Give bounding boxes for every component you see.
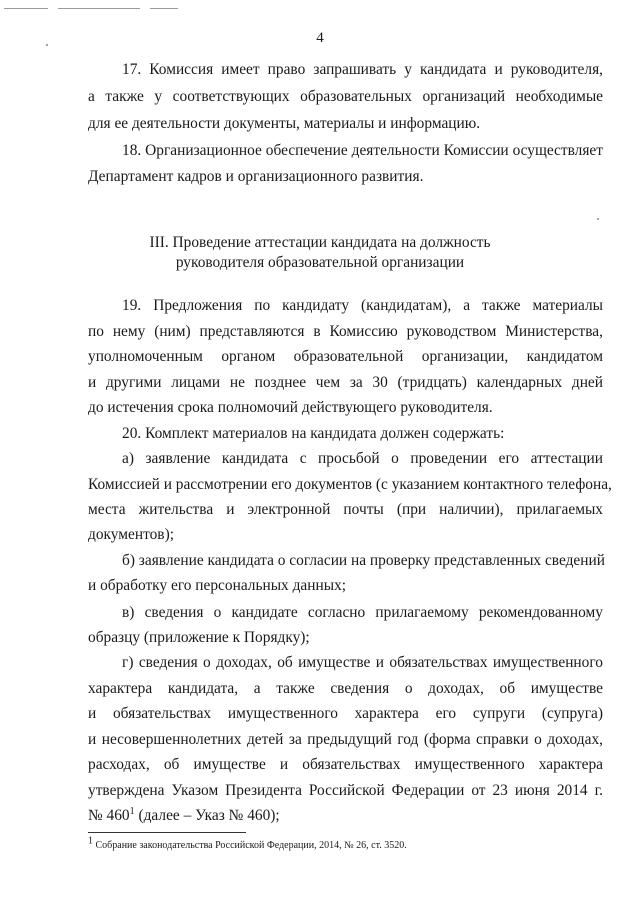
footnote-separator xyxy=(88,832,246,833)
paragraph-19-line: по нему (ним) представляются в Комиссию руководством Министерства, xyxy=(88,323,603,340)
paragraph-18-line: 18. Организационное обеспечение деятельности Комиссии осуществляет xyxy=(122,142,603,159)
item-v-line: в) сведения о кандидате согласно прилагаемому рекомендованному xyxy=(122,604,603,621)
scan-edge-line xyxy=(150,8,178,9)
item-g-line: характера кандидата, а также сведения о доходах, об имуществе xyxy=(88,680,603,697)
paragraph-17-line: для ее деятельности документы, материалы и информацию. xyxy=(88,115,481,132)
item-g-line: расходах, об имуществе и обязательствах имущественного характера xyxy=(88,756,603,773)
section-heading-line: III. Проведение аттестации кандидата на должность xyxy=(149,234,491,251)
paragraph-20-line: 20. Комплект материалов на кандидата должен содержать: xyxy=(122,425,505,442)
paragraph-19-line: до истечения срока полномочий действующего руководителя. xyxy=(88,399,493,416)
item-b-line: б) заявление кандидата о согласии на проверку представленных сведений xyxy=(122,552,605,569)
paragraph-17-line: а также у соответствующих образовательных организаций необходимые xyxy=(88,88,603,105)
footnote-reference: 1 xyxy=(129,805,135,817)
item-g-line: и обязательствах имущественного характера его супруги (супруга) xyxy=(88,705,603,722)
item-a-line: места жительства и электронной почты (при наличии), прилагаемых xyxy=(88,501,603,518)
scan-edge-line xyxy=(58,8,140,9)
paragraph-17-line: 17. Комиссия имеет право запрашивать у кандидата и руководителя, xyxy=(122,61,603,78)
footnote-marker: 1 xyxy=(88,835,93,847)
footnote-text: Собрание законодательства Российской Федерации, 2014, № 26, ст. 3520. xyxy=(93,840,407,851)
item-g-line: и несовершеннолетних детей за предыдущий год (форма справки о доходах, xyxy=(88,731,603,748)
paragraph-19-line: 19. Предложения по кандидату (кандидатам), а также материалы xyxy=(122,297,603,314)
item-g-line: г) сведения о доходах, об имуществе и обязательствах имущественного xyxy=(122,654,603,671)
scan-speck xyxy=(597,218,599,220)
section-heading-line: руководителя образовательной организации xyxy=(175,254,465,271)
item-a-line: а) заявление кандидата с просьбой о проведении его аттестации xyxy=(122,450,603,467)
item-v-line: образцу (приложение к Порядку); xyxy=(88,629,310,646)
item-a-line: документов); xyxy=(88,526,174,543)
footnote xyxy=(88,835,407,853)
scan-edge-line xyxy=(4,8,48,9)
paragraph-18-line: Департамент кадров и организационного развития. xyxy=(88,168,424,185)
paragraph-19-line: и другими лицами не позднее чем за 30 (тридцать) календарных дней xyxy=(88,374,603,391)
decree-reference-text: (далее – Указ № 460); xyxy=(134,807,280,824)
item-b-line: и обработку его персональных данных; xyxy=(88,577,347,594)
item-a-line: Комиссией и рассмотрении его документов (с указанием контактного телефона, xyxy=(88,476,612,493)
item-g-line: утверждена Указом Президента Российской Федерации от 23 июня 2014 г. xyxy=(88,782,603,799)
page-number: 4 xyxy=(316,30,324,46)
paragraph-19-line: уполномоченным органом образовательной организации, кандидатом xyxy=(88,348,603,365)
decree-number: № 460 xyxy=(88,807,130,824)
item-g-last-line xyxy=(88,806,603,826)
